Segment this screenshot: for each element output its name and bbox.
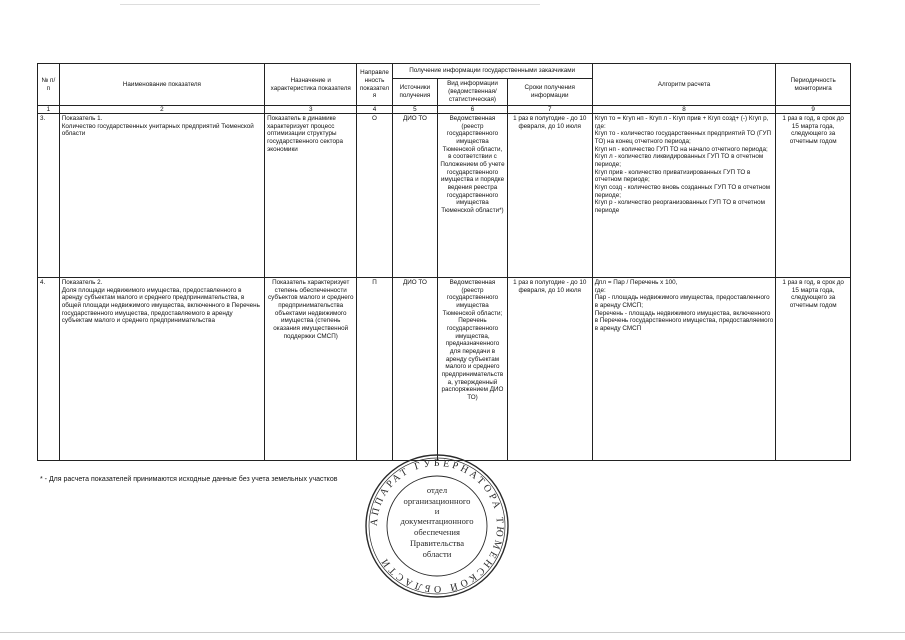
col-number: 1 [38,106,60,114]
stamp-line: области [422,549,452,559]
row-number: 4. [38,278,60,461]
stamp-line: и [434,506,440,516]
col-number: 9 [776,106,851,114]
algorithm-line: где: [594,122,606,130]
indicator-periodicity: 1 раз в год, в срок до 15 марта года, следующего за отчетным годом [776,278,851,461]
indicator-purpose: Показатель в динамике характеризует процесс оптимизации структуры государственного сектора экономики [265,114,357,278]
indicator-purpose: Показатель характеризует степень обеспеченности субъектов малого и среднего предпринимательства объектами недвижимого имущества (степень оказания имущественной поддержки СМСП) [265,278,357,461]
col-number: 7 [507,106,592,114]
scan-top-line [120,4,540,5]
column-number-row [38,106,851,114]
algorithm-line: Кгуп то = Кгуп нп - Кгуп л - Кгуп прив + Кгуп созд+ (-) Кгуп р, [594,115,769,122]
col-number: 8 [592,106,776,114]
official-stamp-icon [362,451,512,601]
stamp-ring-textpath: АППАРАТ ГУБЕРНАТОРА ТЮМЕНСКОЙ ОБЛАСТИ [368,457,506,595]
table-row [38,114,851,278]
indicator-info-kind: Ведомственная (реестр государственного имущества Тюменской области, в соответствии с Положением об учете государственного имущества и порядке ведения реестра государственного имущества Тюменской области*) [438,114,507,278]
header-info-kind: Вид информации (ведомственная/статистическая) [438,79,507,106]
indicator-direction: О [357,114,392,278]
algorithm-line: Кгуп созд - количество вновь созданных ГУП ТО в отчетном периоде; [594,184,771,199]
algorithm-line: где: [594,286,606,294]
indicator-source: ДИО ТО [392,114,438,278]
col-number: 2 [59,106,264,114]
col-number: 6 [438,106,507,114]
col-number: 3 [265,106,357,114]
indicator-direction: П [357,278,392,461]
indicator-info-kind: Ведомственная (реестр государственного имущества Тюменской области; Перечень государственного имущества, предназначенного для передачи в аренду субъектам малого и среднего предпринимательства, утвержденный распоряжением ДИО ТО) [438,278,507,461]
header-info-group: Получение информации государственными заказчиками [392,64,592,79]
algorithm-line: Кгуп прив - количество приватизированных ГУП ТО в отчетном периоде; [594,168,751,184]
stamp-line: обеспечения [414,527,460,537]
algorithm-line: Кгуп нп - количество ГУП ТО на начало отчетного периода; [594,145,768,153]
indicator-algorithm [592,278,776,461]
indicator-name-cell [59,278,264,461]
algorithm-line: Перечень - площадь недвижимого имущества, включенного в Перечень государственного имущества, предоставляемого в аренду СМСП [594,309,774,333]
stamp-line: Правительства [409,538,465,548]
header-algorithm: Алгоритм расчета [592,64,776,106]
header-row-1 [38,64,851,79]
table-row [38,278,851,461]
algorithm-line: Пар - площадь недвижимого имущества, предоставленного в аренду СМСП; [594,294,770,310]
header-purpose: Назначение и характеристика показателя [265,64,357,106]
header-direction: Направленность показателя [357,64,392,106]
indicator-name: Доля площади недвижимого имущества, предоставленного в аренду субъектам малого и среднего предпринимательства, в общей площади недвижимого имущества, включенного в Перечень государственного имущества, предоставляемого в аренду субъектам малого и среднего предпринимательства [61,286,260,325]
indicator-title: Показатель 2. [61,279,103,286]
indicator-terms: 1 раз в полугодие - до 10 февраля, до 10 июля [507,114,592,278]
indicator-name-cell [59,114,264,278]
col-number: 5 [392,106,438,114]
indicator-terms: 1 раз в полугодие - до 10 февраля, до 10 июля [507,278,592,461]
row-number: 3. [38,114,60,278]
header-periodicity: Периодичность мониторинга [776,64,851,106]
indicator-source: ДИО ТО [392,278,438,461]
indicator-name: Количество государственных унитарных предприятий Тюменской области [61,122,254,138]
indicator-title: Показатель 1. [61,115,103,122]
stamp-line: организационного [403,496,471,506]
algorithm-line: Кгуп л - количество ликвидированных ГУП ТО в отчетном периоде; [594,153,764,169]
header-name: Наименование показателя [59,64,264,106]
indicators-table [37,63,851,461]
col-number: 4 [357,106,392,114]
indicator-periodicity: 1 раз в год, в срок до 15 марта года, следующего за отчетным годом [776,114,851,278]
stamp-line: отдел [426,485,448,495]
header-no: № п/п [38,64,60,106]
algorithm-line: Кгуп то - количество государственных предприятий ТО (ГУП ТО) на конец отчетного периода; [594,130,771,146]
stamp-line: документационного [400,516,474,526]
footnote: * - Для расчета показателей принимаются исходные данные без учета земельных участков [40,476,338,483]
algorithm-line: Кгуп р - количество реорганизованных ГУП ТО в отчетном периоде [594,199,765,215]
header-terms: Сроки получения информации [507,79,592,106]
scan-bottom-line [0,632,905,633]
algorithm-line: Дпл = Пар / Перечень х 100, [594,279,678,286]
header-sources: Источники получения [392,79,438,106]
indicator-algorithm [592,114,776,278]
